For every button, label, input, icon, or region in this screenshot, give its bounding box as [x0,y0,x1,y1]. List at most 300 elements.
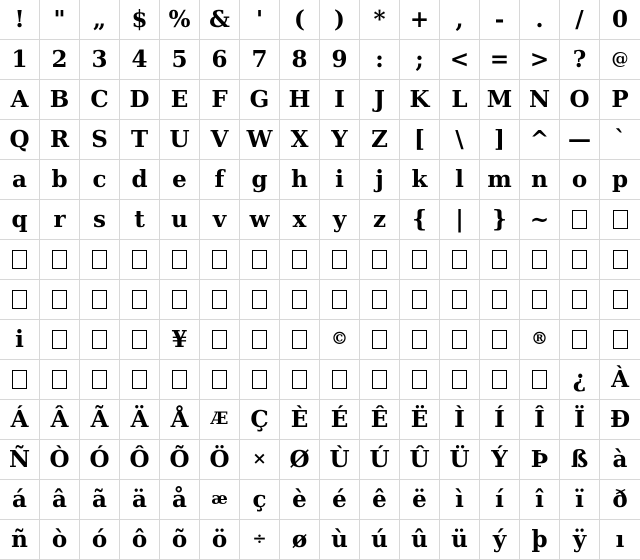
glyph-cell[interactable] [400,240,440,280]
notdef-box-icon [572,290,587,309]
glyph-cell[interactable] [240,440,280,480]
glyph-cell[interactable] [360,480,400,520]
glyph-cell[interactable] [0,200,40,240]
glyph-char: , [455,6,464,33]
glyph-cell[interactable] [360,360,400,400]
glyph-char: ^ [529,126,550,153]
glyph-cell[interactable] [120,400,160,440]
glyph-cell[interactable] [560,400,600,440]
glyph-char: ù [331,526,348,553]
glyph-char: Þ [530,446,549,473]
glyph-char: W [246,126,273,153]
notdef-box-icon [212,330,227,349]
glyph-cell[interactable] [120,40,160,80]
glyph-cell[interactable] [240,240,280,280]
glyph-cell[interactable] [560,280,600,320]
glyph-cell[interactable] [240,320,280,360]
glyph-cell[interactable] [240,520,280,560]
glyph-cell[interactable] [400,160,440,200]
glyph-cell[interactable] [600,160,640,200]
glyph-cell[interactable] [280,200,320,240]
glyph-cell[interactable] [40,400,80,440]
glyph-cell[interactable] [560,200,600,240]
notdef-box-icon [572,210,587,229]
glyph-cell[interactable] [480,0,520,40]
glyph-cell[interactable] [520,520,560,560]
notdef-box-icon [172,370,187,389]
glyph-cell[interactable] [240,80,280,120]
glyph-cell[interactable] [480,520,520,560]
glyph-cell[interactable] [40,320,80,360]
glyph-char: Ü [449,446,470,473]
glyph-cell[interactable] [360,400,400,440]
glyph-cell[interactable] [40,240,80,280]
glyph-cell[interactable] [160,280,200,320]
glyph-cell[interactable] [0,520,40,560]
glyph-cell[interactable] [480,480,520,520]
glyph-cell[interactable] [440,200,480,240]
glyph-cell[interactable] [120,480,160,520]
glyph-cell[interactable] [160,0,200,40]
glyph-cell[interactable] [360,0,400,40]
glyph-cell[interactable] [360,440,400,480]
glyph-cell[interactable] [520,80,560,120]
glyph-cell[interactable] [320,160,360,200]
glyph-char: è [292,486,307,513]
glyph-cell[interactable] [320,280,360,320]
glyph-cell[interactable] [360,520,400,560]
glyph-cell[interactable] [0,120,40,160]
glyph-cell[interactable] [360,160,400,200]
glyph-cell[interactable] [560,520,600,560]
glyph-char: Å [170,406,189,433]
glyph-cell[interactable] [0,400,40,440]
glyph-cell[interactable] [160,200,200,240]
glyph-cell[interactable] [440,160,480,200]
glyph-cell[interactable] [280,120,320,160]
glyph-cell[interactable] [160,360,200,400]
glyph-cell[interactable] [120,280,160,320]
glyph-cell[interactable] [320,440,360,480]
glyph-cell[interactable] [520,0,560,40]
glyph-cell[interactable] [120,120,160,160]
glyph-cell[interactable] [560,120,600,160]
glyph-char: 6 [211,46,228,73]
glyph-char: Í [494,406,505,433]
glyph-cell[interactable] [400,40,440,80]
glyph-cell[interactable] [440,480,480,520]
glyph-cell[interactable] [40,280,80,320]
glyph-cell[interactable] [40,160,80,200]
glyph-cell[interactable] [80,440,120,480]
glyph-cell[interactable] [200,200,240,240]
glyph-cell[interactable] [360,320,400,360]
glyph-cell[interactable] [80,280,120,320]
glyph-cell[interactable] [600,40,640,80]
glyph-cell[interactable] [40,360,80,400]
notdef-box-icon [252,250,267,269]
glyph-cell[interactable] [240,200,280,240]
glyph-cell[interactable] [80,40,120,80]
glyph-cell[interactable] [560,440,600,480]
glyph-cell[interactable] [520,120,560,160]
glyph-cell[interactable] [400,480,440,520]
glyph-cell[interactable] [520,200,560,240]
glyph-cell[interactable] [120,440,160,480]
glyph-cell[interactable] [200,240,240,280]
glyph-cell[interactable] [600,320,640,360]
glyph-char: À [611,366,629,393]
glyph-char: þ [531,526,548,553]
glyph-cell[interactable] [360,240,400,280]
notdef-box-icon [12,370,27,389]
glyph-char: Ò [49,446,70,473]
glyph-cell[interactable] [200,400,240,440]
glyph-cell[interactable] [400,360,440,400]
glyph-cell[interactable] [80,320,120,360]
glyph-cell[interactable] [280,520,320,560]
glyph-cell[interactable] [80,240,120,280]
glyph-cell[interactable] [360,80,400,120]
glyph-char: © [331,329,348,349]
glyph-cell[interactable] [0,480,40,520]
glyph-char: o [571,166,588,193]
glyph-cell[interactable] [120,200,160,240]
glyph-char: ; [415,46,424,73]
glyph-char: Ê [370,406,389,433]
glyph-cell[interactable] [320,80,360,120]
notdef-box-icon [292,250,307,269]
glyph-cell[interactable] [520,440,560,480]
glyph-cell[interactable] [160,120,200,160]
glyph-char: é [332,486,347,513]
glyph-cell[interactable] [400,120,440,160]
notdef-box-icon [613,290,628,309]
glyph-cell[interactable] [280,400,320,440]
glyph-char: ] [494,126,505,153]
glyph-cell[interactable] [520,40,560,80]
glyph-char: í [495,486,504,513]
glyph-cell[interactable] [80,520,120,560]
glyph-cell[interactable] [160,440,200,480]
glyph-cell[interactable] [200,520,240,560]
glyph-cell[interactable] [80,160,120,200]
glyph-cell[interactable] [400,520,440,560]
glyph-cell[interactable] [0,280,40,320]
glyph-char: Ç [250,406,269,433]
notdef-box-icon [492,330,507,349]
glyph-char: G [249,86,270,113]
glyph-cell[interactable] [280,160,320,200]
glyph-cell[interactable] [280,0,320,40]
glyph-cell[interactable] [200,440,240,480]
glyph-char: D [129,86,150,113]
glyph-cell[interactable] [440,520,480,560]
glyph-char: z [372,206,387,233]
glyph-cell[interactable] [280,240,320,280]
glyph-cell[interactable] [120,160,160,200]
glyph-cell[interactable] [480,80,520,120]
glyph-char: Z [371,126,388,153]
glyph-cell[interactable] [440,400,480,440]
glyph-char: h [291,166,308,193]
notdef-box-icon [132,250,147,269]
glyph-cell[interactable] [80,360,120,400]
glyph-cell[interactable] [0,80,40,120]
glyph-char: b [51,166,68,193]
glyph-cell[interactable] [200,480,240,520]
glyph-char: ó [91,526,108,553]
glyph-char: Ã [90,406,109,433]
glyph-cell[interactable] [0,0,40,40]
glyph-char: M [486,86,513,113]
notdef-box-icon [212,250,227,269]
glyph-cell[interactable] [480,120,520,160]
glyph-cell[interactable] [240,120,280,160]
glyph-cell[interactable] [480,440,520,480]
glyph-cell[interactable] [280,320,320,360]
glyph-cell[interactable] [40,520,80,560]
glyph-cell[interactable] [80,400,120,440]
glyph-cell[interactable] [560,480,600,520]
glyph-cell[interactable] [280,480,320,520]
glyph-cell[interactable] [0,440,40,480]
glyph-cell[interactable] [80,200,120,240]
glyph-cell[interactable] [480,280,520,320]
glyph-cell[interactable] [520,400,560,440]
glyph-cell[interactable] [200,0,240,40]
glyph-char: % [168,6,191,33]
glyph-cell[interactable] [240,160,280,200]
glyph-cell[interactable] [120,320,160,360]
notdef-box-icon [492,370,507,389]
glyph-cell[interactable] [40,200,80,240]
glyph-cell[interactable] [600,0,640,40]
glyph-cell[interactable] [480,240,520,280]
glyph-cell[interactable] [200,40,240,80]
glyph-cell[interactable] [440,240,480,280]
glyph-cell[interactable] [120,80,160,120]
glyph-cell[interactable] [560,40,600,80]
glyph-cell[interactable] [200,360,240,400]
glyph-cell[interactable] [560,360,600,400]
glyph-char: Ð [609,406,631,433]
glyph-cell[interactable] [40,0,80,40]
glyph-char: j [375,166,384,193]
glyph-cell[interactable] [440,80,480,120]
glyph-cell[interactable] [560,160,600,200]
glyph-cell[interactable] [320,120,360,160]
glyph-cell[interactable] [160,400,200,440]
glyph-cell[interactable] [360,200,400,240]
glyph-char: : [375,46,384,73]
glyph-char: Ñ [8,446,31,473]
glyph-cell[interactable] [440,320,480,360]
glyph-cell[interactable] [40,480,80,520]
glyph-cell[interactable] [240,480,280,520]
glyph-char: â [52,486,67,513]
glyph-char: Ù [329,446,350,473]
glyph-cell[interactable] [280,280,320,320]
glyph-char: Ó [89,446,110,473]
glyph-cell[interactable] [480,360,520,400]
glyph-char: à [612,446,628,473]
glyph-cell[interactable] [40,80,80,120]
glyph-cell[interactable] [560,0,600,40]
glyph-cell[interactable] [280,40,320,80]
glyph-cell[interactable] [520,480,560,520]
glyph-cell[interactable] [400,400,440,440]
glyph-char: [ [414,126,425,153]
glyph-cell[interactable] [280,440,320,480]
notdef-box-icon [12,290,27,309]
glyph-cell[interactable] [0,240,40,280]
glyph-cell[interactable] [360,120,400,160]
glyph-cell[interactable] [520,320,560,360]
glyph-cell[interactable] [320,480,360,520]
glyph-cell[interactable] [0,160,40,200]
glyph-cell[interactable] [600,440,640,480]
glyph-cell[interactable] [320,240,360,280]
glyph-char: s [93,206,106,233]
glyph-char: ø [291,526,308,553]
glyph-cell[interactable] [600,520,640,560]
glyph-cell[interactable] [120,240,160,280]
glyph-cell[interactable] [440,440,480,480]
glyph-char: = [489,46,510,73]
glyph-cell[interactable] [400,280,440,320]
glyph-cell[interactable] [440,0,480,40]
glyph-char: L [451,86,468,113]
glyph-cell[interactable] [600,360,640,400]
glyph-char: ñ [11,526,28,553]
glyph-char: < [449,46,470,73]
glyph-char: Ä [130,406,149,433]
glyph-char: ã [92,486,107,513]
glyph-cell[interactable] [480,40,520,80]
glyph-cell[interactable] [80,0,120,40]
glyph-cell[interactable] [400,320,440,360]
glyph-cell[interactable] [480,160,520,200]
glyph-cell[interactable] [160,320,200,360]
glyph-cell[interactable] [600,120,640,160]
glyph-cell[interactable] [560,240,600,280]
glyph-cell[interactable] [400,80,440,120]
glyph-char: ! [14,6,25,33]
glyph-cell[interactable] [160,40,200,80]
glyph-cell[interactable] [520,280,560,320]
glyph-char: Q [9,126,30,153]
glyph-cell[interactable] [40,440,80,480]
glyph-cell[interactable] [200,320,240,360]
glyph-cell[interactable] [160,240,200,280]
glyph-cell[interactable] [480,200,520,240]
glyph-char: ¥ [171,326,188,353]
glyph-cell[interactable] [200,80,240,120]
notdef-box-icon [252,370,267,389]
glyph-cell[interactable] [320,0,360,40]
glyph-cell[interactable] [360,280,400,320]
glyph-cell[interactable] [80,80,120,120]
glyph-cell[interactable] [440,120,480,160]
glyph-char: × [252,449,267,469]
glyph-cell[interactable] [240,280,280,320]
glyph-cell[interactable] [480,400,520,440]
glyph-char: y [332,206,347,233]
glyph-cell[interactable] [440,360,480,400]
glyph-cell[interactable] [560,80,600,120]
glyph-cell[interactable] [240,0,280,40]
glyph-cell[interactable] [440,280,480,320]
glyph-cell[interactable] [0,360,40,400]
glyph-cell[interactable] [440,40,480,80]
glyph-cell[interactable] [400,440,440,480]
glyph-cell[interactable] [240,40,280,80]
glyph-cell[interactable] [600,280,640,320]
glyph-cell[interactable] [280,80,320,120]
glyph-cell[interactable] [600,80,640,120]
glyph-cell[interactable] [160,520,200,560]
glyph-char: N [528,86,551,113]
glyph-cell[interactable] [200,160,240,200]
glyph-cell[interactable] [160,80,200,120]
glyph-cell[interactable] [480,320,520,360]
glyph-cell[interactable] [320,360,360,400]
glyph-cell[interactable] [320,40,360,80]
glyph-cell[interactable] [240,400,280,440]
glyph-cell[interactable] [40,40,80,80]
glyph-cell[interactable] [200,120,240,160]
glyph-cell[interactable] [520,360,560,400]
glyph-cell[interactable] [240,360,280,400]
glyph-cell[interactable] [600,200,640,240]
glyph-cell[interactable] [120,360,160,400]
glyph-cell[interactable] [400,0,440,40]
glyph-cell[interactable] [160,480,200,520]
notdef-box-icon [372,250,387,269]
glyph-cell[interactable] [0,320,40,360]
glyph-cell[interactable] [200,280,240,320]
glyph-char: È [290,406,309,433]
glyph-cell[interactable] [600,400,640,440]
glyph-cell[interactable] [320,200,360,240]
glyph-cell[interactable] [400,200,440,240]
glyph-cell[interactable] [600,480,640,520]
notdef-box-icon [292,330,307,349]
glyph-char: v [212,206,227,233]
notdef-box-icon [452,370,467,389]
glyph-cell[interactable] [320,320,360,360]
glyph-cell[interactable] [120,520,160,560]
glyph-cell[interactable] [40,120,80,160]
glyph-cell[interactable] [320,400,360,440]
glyph-cell[interactable] [600,240,640,280]
glyph-cell[interactable] [160,160,200,200]
glyph-cell[interactable] [80,120,120,160]
glyph-cell[interactable] [560,320,600,360]
glyph-cell[interactable] [120,0,160,40]
glyph-char: õ [171,526,188,553]
glyph-char: ¿ [572,366,587,393]
glyph-cell[interactable] [0,40,40,80]
glyph-char: & [209,6,230,33]
glyph-cell[interactable] [520,240,560,280]
glyph-cell[interactable] [360,40,400,80]
glyph-cell[interactable] [520,160,560,200]
glyph-cell[interactable] [320,520,360,560]
glyph-cell[interactable] [80,480,120,520]
glyph-cell[interactable] [280,360,320,400]
